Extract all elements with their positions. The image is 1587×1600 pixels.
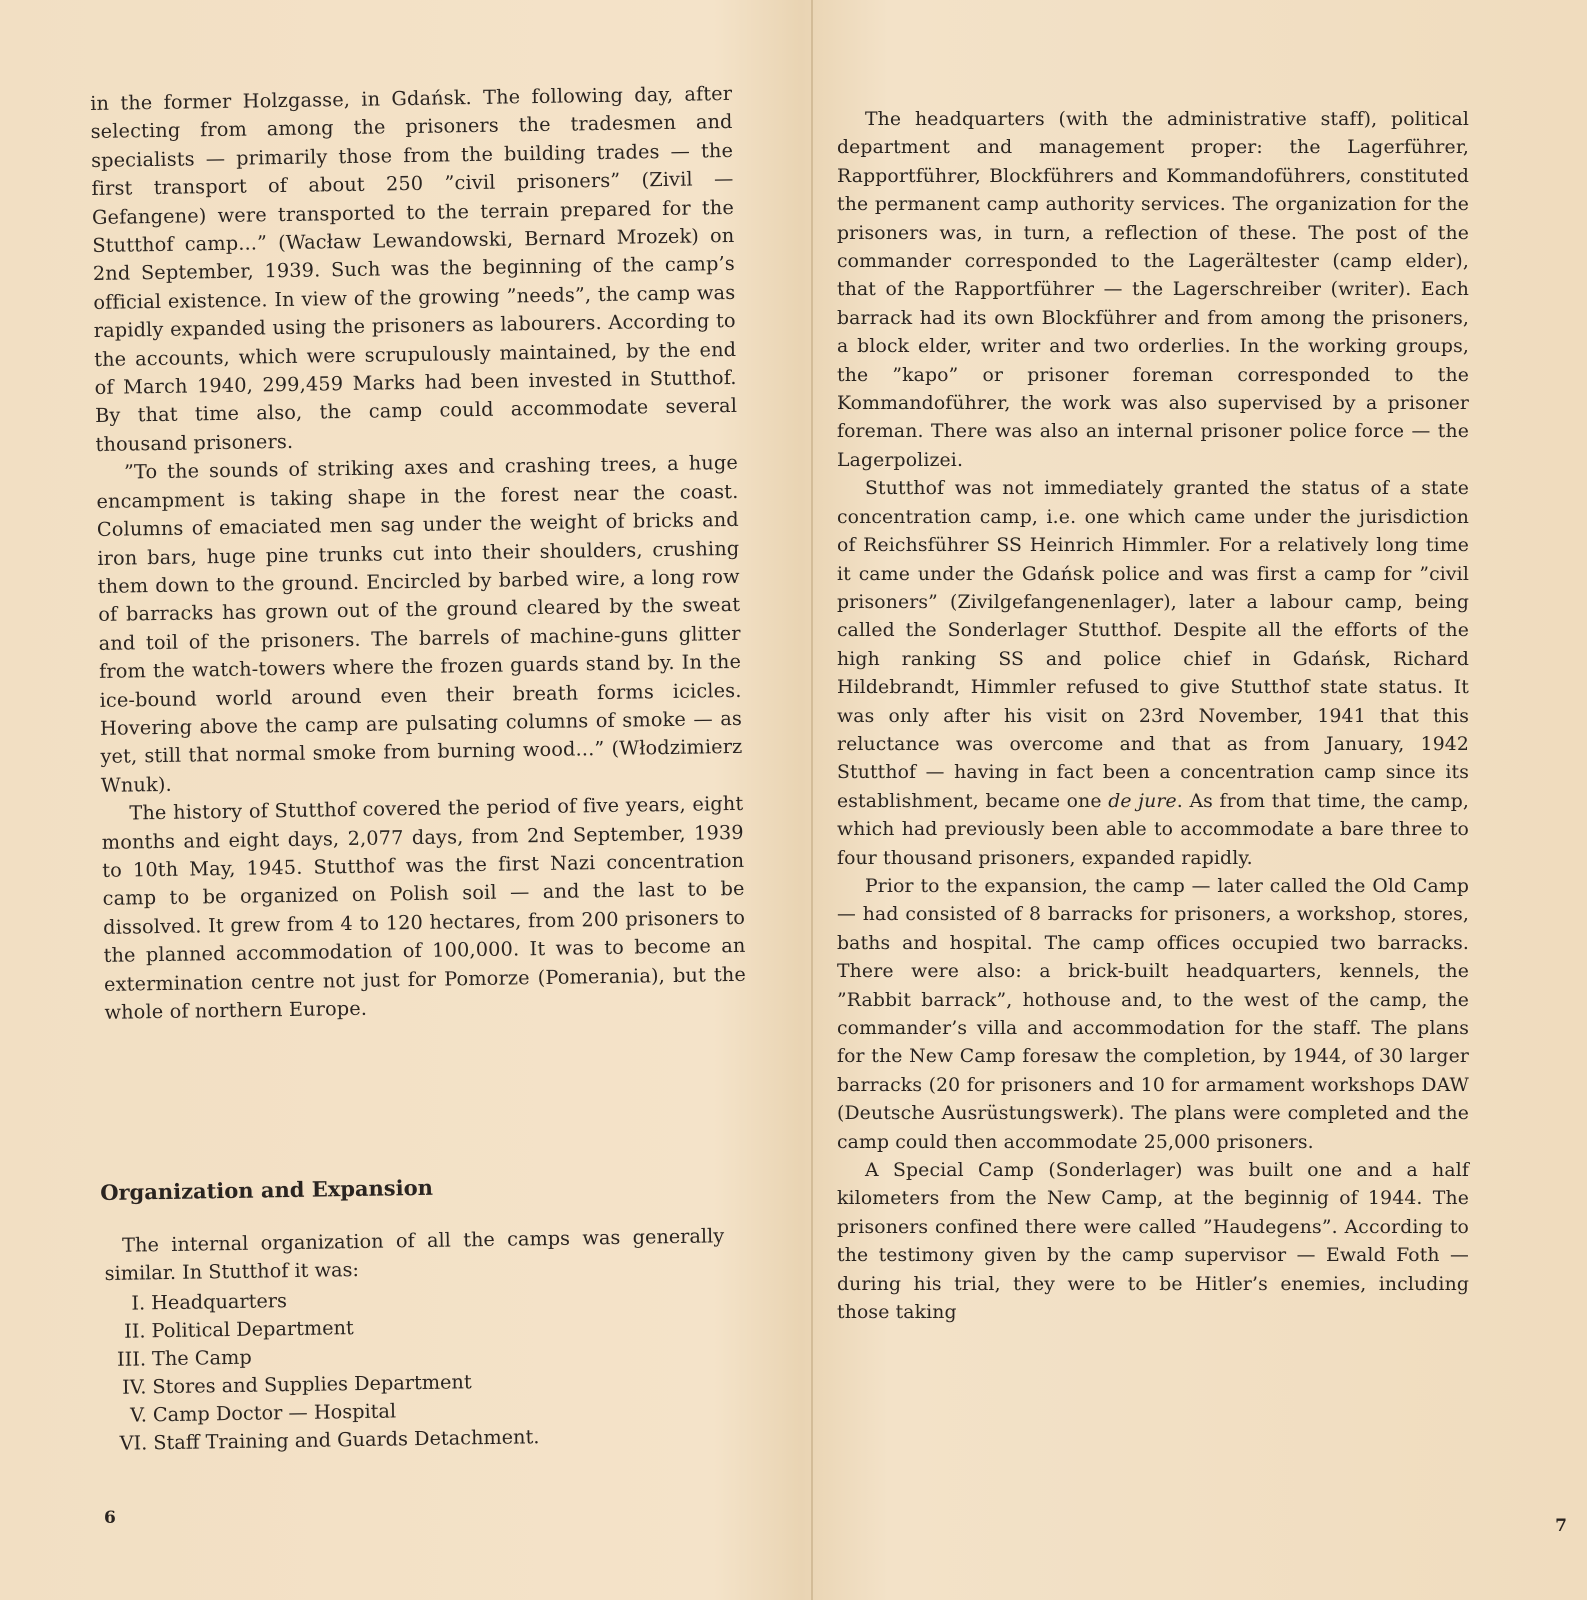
list-label: Camp Doctor — Hospital — [152, 1399, 397, 1427]
list-label: Headquarters — [150, 1289, 288, 1315]
left-body-text — [90, 80, 747, 1027]
page-number: 7 — [1555, 1516, 1567, 1536]
page-number: 6 — [104, 1508, 116, 1528]
list-label: Stores and Supplies Department — [152, 1370, 472, 1399]
paragraph: in the former Holzgasse, in Gdańsk. The following day, after selecting from among the prisoners the tradesmen and specialists — primarily those from the building trades — the first transport of about 250 ”civil prisoners” (Zivil — Gefangene) were transported to the terrain prepared for the Stutthof camp...” (Wacław Lewandowski, Bernard Mrozek) on 2nd September, 1939. Such was the beginning of the camp’s official existence. In view of the growing ”needs”, the camp was rapidly expanded using the prisoners as labourers. According to the accounts, which were scrupulously maintained, by the end of March 1940, 299,459 Marks had been invested in Stutthof. By that time also, the camp could accommodate several thousand prisoners. — [90, 81, 738, 456]
list-label: The Camp — [151, 1345, 252, 1371]
paragraph: Prior to the expansion, the camp — later called the Old Camp — had consisted of 8 barracks for prisoners, a workshop, stores, baths and hospital. The camp offices occupied two barracks. There were also: a brick-built headquarters, kennels, the ”Rabbit barrack”, hothouse and, to the west of the camp, the commander’s villa and accommodation for the staff. The plans for the New Camp foresaw the completion, by 1944, of 30 larger barracks (20 for prisoners and 10 for armament workshops DAW (Deutsche Ausrüstungswerk). The plans were completed and the camp could then accommodate 25,000 prisoners. — [837, 875, 1469, 1153]
list-number: III. — [116, 1347, 147, 1371]
list-number: VI. — [119, 1431, 148, 1455]
right-body-text — [837, 106, 1469, 1327]
org-list — [105, 1280, 728, 1458]
paragraph: A Special Camp (Sonderlager) was built one and a half kilometers from the New Camp, at the beginnig of 1944. The prisoners confined there were called ”Haudegens”. According to the testimony given by the camp supervisor — Ewald Foth — during his trial, they were to be Hitler’s enemies, including those taking — [837, 1160, 1469, 1324]
italic-term: de jure — [1108, 790, 1177, 812]
list-label: Political Department — [151, 1316, 354, 1343]
paragraph: The history of Stutthof covered the period of five years, eight months and eight days, 2,077 days, from 2nd September, 1939 to 10th May, 1945. Stutthof was the first Nazi concentration camp to be organized on Polish soil — and the last to be dissolved. It grew from 4 to 120 hectares, from 200 prisoners to the planned accommodation of 100,000. It was to become an extermination centre not just for Pomorze (Pomerania), but the whole of northern Europe. — [101, 791, 747, 1024]
list-number: II. — [124, 1319, 146, 1343]
paragraph — [837, 475, 1469, 873]
list-label: Staff Training and Guards Detachment. — [153, 1425, 540, 1455]
paragraph: The headquarters (with the administrative staff), political department and management proper: the Lagerführer, Rapportführer, Blockführers and Kommandoführers, constituted the permanent camp authority services. The organization for the prisoners was, in turn, a reflection of these. The post of the commander corresponded to the Lagerältester (camp elder), that of the Rapportführer — the Lagerschreiber (writer). Each barrack had its own Blockführer and from among the prisoners, a block elder, writer and two orderlies. In the working groups, the ”kapo” or prisoner foreman corresponded to the Kommandoführer, the work was also supervised by a prisoner foreman. There was also an internal prisoner police force — the Lagerpolizei. — [837, 109, 1469, 471]
paragraph: ”To the sounds of striking axes and crashing trees, a huge encampment is taking shape in the forest near the coast. Columns of emaciated men sag under the weight of bricks and iron bars, huge pine trunks cut into their shoulders, crushing them down to the ground. Encircled by barbed wire, a long row of barracks has grown out of the ground cleared by the sweat and toil of the prisoners. The barrels of machine-guns glitter from the watch-towers where the frozen guards stand by. In the ice-bound world around even their breath forms icicles. Hovering above the camp are pulsating columns of smoke — as yet, still that normal smoke from burning wood...” (Włodzimierz Wnuk). — [96, 451, 743, 797]
paragraph-text: . As from that time, the camp, which had previously been able to accommodate a bare three to four thousand prisoners, expanded rapidly. — [837, 790, 1469, 869]
list-number: V. — [130, 1403, 148, 1427]
section-heading: Organization and Expansion — [100, 1174, 434, 1205]
org-intro: The internal organization of all the camps was generally similar. In Stutthof it was: — [104, 1224, 725, 1285]
list-number: IV. — [121, 1375, 147, 1399]
paragraph-text: Stutthof was not immediately granted the status of a state concentration camp, i.e. one which came under the jurisdiction of Reichsführer SS Heinrich Himmler. For a relatively long time it came under the Gdańsk police and was first a camp for ”civil prisoners” (Zivilgefangenenlager), later a labour camp, being called the Sonderlager Stutthof. Despite all the efforts of the high ranking SS and police chief in Gdańsk, Richard Hildebrandt, Himmler refused to give Stutthof state status. It was only after his visit on 23rd November, 1941 that this reluctance was overcome and that as from January, 1942 Stutthof — having in fact been a concentration camp since its establishment, became one — [837, 478, 1469, 812]
list-number: I. — [131, 1291, 146, 1315]
right-page — [813, 0, 1587, 1600]
organization-block — [104, 1222, 727, 1458]
